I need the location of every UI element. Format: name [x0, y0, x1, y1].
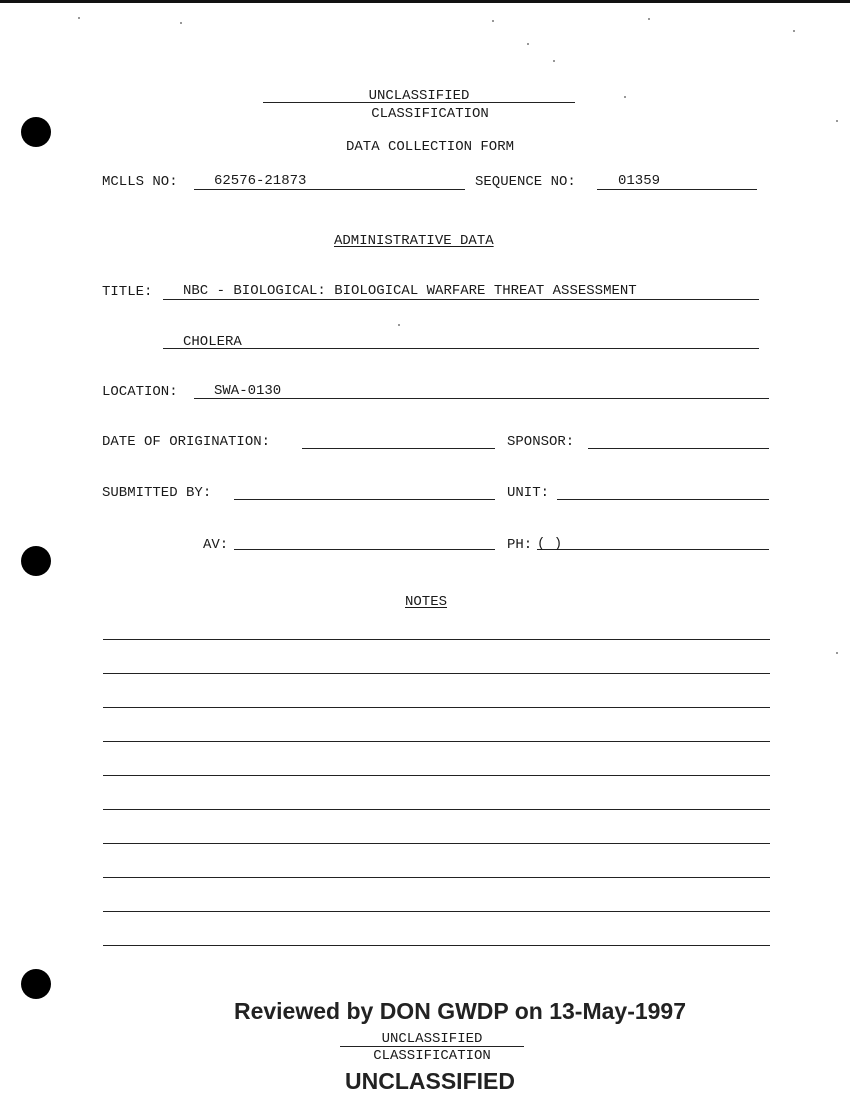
- title-rule-1: [163, 299, 759, 300]
- date-of-origination-label: DATE OF ORIGINATION:: [102, 434, 271, 450]
- scan-speck: [527, 43, 529, 45]
- submitted-by-field: [234, 499, 495, 500]
- notes-line: [103, 809, 770, 810]
- scan-speck: [836, 120, 838, 122]
- unit-field: [557, 499, 769, 500]
- review-stamp: Reviewed by DON GWDP on 13-May-1997: [233, 998, 687, 1024]
- sequence-label: SEQUENCE NO:: [475, 174, 576, 190]
- scan-speck: [648, 18, 650, 20]
- notes-line: [103, 673, 770, 674]
- binder-hole-middle: [21, 546, 51, 576]
- title-line-2: CHOLERA: [183, 334, 242, 350]
- scan-speck: [492, 20, 494, 22]
- title-rule-2: [163, 348, 759, 349]
- sponsor-field: [588, 448, 769, 449]
- mclls-label: MCLLS NO:: [102, 174, 178, 190]
- scan-speck: [836, 652, 838, 654]
- scan-speck: [180, 22, 182, 24]
- header-classification-label: CLASSIFICATION: [371, 106, 489, 122]
- binder-hole-top: [21, 117, 51, 147]
- title-label: TITLE:: [102, 284, 153, 300]
- header-classification-value: UNCLASSIFIED: [368, 88, 470, 104]
- scan-speck: [553, 60, 555, 62]
- footer-big-classification: UNCLASSIFIED: [345, 1068, 515, 1094]
- notes-line: [103, 911, 770, 912]
- ph-label: PH:: [507, 537, 533, 553]
- form-title: DATA COLLECTION FORM: [345, 139, 515, 155]
- notes-line: [103, 843, 770, 844]
- location-value: SWA-0130: [214, 383, 282, 399]
- ph-value: ( ): [537, 536, 563, 552]
- notes-line: [103, 877, 770, 878]
- unit-label: UNIT:: [507, 485, 550, 501]
- scan-speck: [398, 324, 400, 326]
- notes-line: [103, 639, 770, 640]
- ph-field: [537, 549, 769, 550]
- footer-classification-value: UNCLASSIFIED: [381, 1031, 483, 1047]
- mclls-value: 62576-21873: [214, 173, 307, 189]
- scan-speck: [624, 96, 626, 98]
- notes-line: [103, 707, 770, 708]
- page-top-border: [0, 0, 850, 3]
- scan-speck: [793, 30, 795, 32]
- notes-line: [103, 775, 770, 776]
- av-label: AV:: [203, 537, 229, 553]
- administrative-data-heading: ADMINISTRATIVE DATA: [334, 233, 494, 249]
- notes-line: [103, 945, 770, 946]
- submitted-by-label: SUBMITTED BY:: [102, 485, 212, 501]
- footer-classification-label: CLASSIFICATION: [373, 1048, 491, 1064]
- sequence-rule: [597, 189, 757, 190]
- sponsor-label: SPONSOR:: [507, 434, 575, 450]
- notes-heading: NOTES: [405, 594, 448, 610]
- title-line-1: NBC - BIOLOGICAL: BIOLOGICAL WARFARE THREAT ASSESSMENT: [183, 283, 637, 299]
- location-label: LOCATION:: [102, 384, 178, 400]
- binder-hole-bottom: [21, 969, 51, 999]
- av-field: [234, 549, 495, 550]
- sequence-value: 01359: [618, 173, 661, 189]
- date-of-origination-field: [302, 448, 495, 449]
- scan-speck: [78, 17, 80, 19]
- notes-line: [103, 741, 770, 742]
- mclls-rule: [194, 189, 465, 190]
